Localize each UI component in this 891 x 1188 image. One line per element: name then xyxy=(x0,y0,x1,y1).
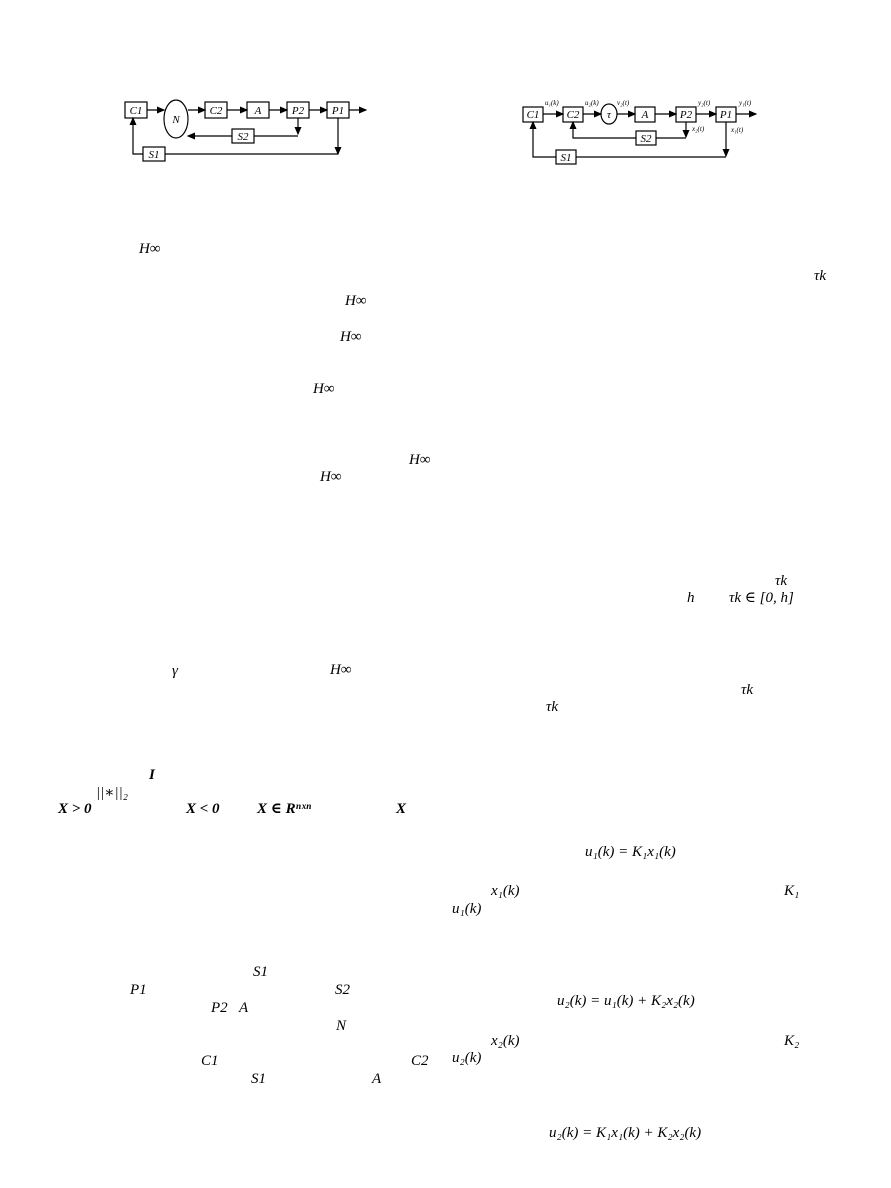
h-infinity-symbol: H∞ xyxy=(313,381,335,397)
block-p1 xyxy=(327,102,349,118)
svg-text:A: A xyxy=(254,105,262,117)
h-symbol: h xyxy=(687,590,695,606)
block-c2 xyxy=(563,107,583,122)
block-c2 xyxy=(205,102,227,118)
svg-text:u₁(k): u₁(k) xyxy=(545,99,559,107)
svg-text:A: A xyxy=(641,109,649,121)
svg-text:P2: P2 xyxy=(291,105,305,117)
norm-symbol: ||∗||₂ xyxy=(96,785,128,801)
x1k-symbol: x₁(k) xyxy=(491,883,520,899)
svg-text:P1: P1 xyxy=(719,109,733,121)
a-symbol: A xyxy=(239,1000,249,1016)
h-infinity-symbol: H∞ xyxy=(409,452,431,468)
tau-k-symbol: τk xyxy=(741,682,754,698)
k1-symbol: K₁ xyxy=(784,883,800,899)
svg-text:v₂(t): v₂(t) xyxy=(617,99,630,107)
svg-text:P1: P1 xyxy=(331,105,345,117)
block-n xyxy=(164,100,188,138)
tau-k-symbol: τk xyxy=(814,268,827,284)
svg-text:u₂(k): u₂(k) xyxy=(585,99,599,107)
s2-symbol: S2 xyxy=(335,982,350,998)
equation-u2-combined: u₂(k) = K₁x₁(k) + K₂x₂(k) xyxy=(549,1125,702,1141)
svg-text:y₁(t): y₁(t) xyxy=(739,99,752,107)
block-p2 xyxy=(676,107,696,122)
block-tau xyxy=(601,104,617,124)
svg-text:x₁(t): x₁(t) xyxy=(731,126,744,134)
svg-text:y₂(t): y₂(t) xyxy=(698,99,711,107)
svg-text:τ: τ xyxy=(607,109,611,121)
k2-symbol: K₂ xyxy=(784,1033,800,1049)
block-a xyxy=(247,102,269,118)
block-p2 xyxy=(287,102,309,118)
block-s1 xyxy=(143,147,165,161)
matrix-space-expr: X ∈ Rⁿˣⁿ xyxy=(257,801,312,817)
gamma-symbol: γ xyxy=(172,663,178,679)
h-infinity-symbol: H∞ xyxy=(330,662,352,678)
n-symbol: N xyxy=(336,1018,347,1034)
a-symbol: A xyxy=(372,1071,382,1087)
u2k-symbol: u₂(k) xyxy=(452,1050,482,1066)
h-infinity-symbol: H∞ xyxy=(139,241,161,257)
block-diagram-right xyxy=(518,95,768,170)
block-p1 xyxy=(716,107,736,122)
block-diagram-left xyxy=(120,92,380,167)
identity-matrix-symbol: I xyxy=(149,767,155,783)
block-c1 xyxy=(125,102,147,118)
block-s2 xyxy=(232,129,254,143)
svg-text:x₂(t): x₂(t) xyxy=(692,125,705,133)
p1-symbol: P1 xyxy=(130,982,147,998)
block-s1 xyxy=(556,150,576,164)
s1-symbol: S1 xyxy=(251,1071,266,1087)
svg-text:C1: C1 xyxy=(129,105,143,117)
block-s2 xyxy=(636,131,656,145)
p2-symbol: P2 xyxy=(211,1000,228,1016)
u1k-symbol: u₁(k) xyxy=(452,901,482,917)
equation-u2: u₂(k) = u₁(k) + K₂x₂(k) xyxy=(557,993,695,1009)
svg-text:C2: C2 xyxy=(566,109,580,121)
h-infinity-symbol: H∞ xyxy=(320,469,342,485)
svg-text:C1: C1 xyxy=(526,109,540,121)
c2-symbol: C2 xyxy=(411,1053,429,1069)
svg-text:S2: S2 xyxy=(640,133,652,145)
matrix-symbol: X xyxy=(396,801,407,817)
h-infinity-symbol: H∞ xyxy=(345,293,367,309)
tau-k-symbol: τk xyxy=(775,573,788,589)
h-infinity-symbol: H∞ xyxy=(340,329,362,345)
svg-text:S2: S2 xyxy=(237,131,249,143)
tau-range-expr: τk ∈ [0, h] xyxy=(729,590,794,606)
positive-definite-expr: X > 0 xyxy=(58,801,92,817)
block-a xyxy=(635,107,655,122)
s1-symbol: S1 xyxy=(253,964,268,980)
equation-u1: u₁(k) = K₁x₁(k) xyxy=(585,844,676,860)
svg-text:S1: S1 xyxy=(148,149,160,161)
block-c1 xyxy=(523,107,543,122)
tau-k-symbol: τk xyxy=(546,699,559,715)
svg-text:S1: S1 xyxy=(560,152,572,164)
svg-text:N: N xyxy=(172,114,180,126)
x2k-symbol: x₂(k) xyxy=(491,1033,520,1049)
svg-text:P2: P2 xyxy=(679,109,693,121)
svg-text:C2: C2 xyxy=(209,105,223,117)
negative-definite-expr: X < 0 xyxy=(186,801,220,817)
c1-symbol: C1 xyxy=(201,1053,219,1069)
